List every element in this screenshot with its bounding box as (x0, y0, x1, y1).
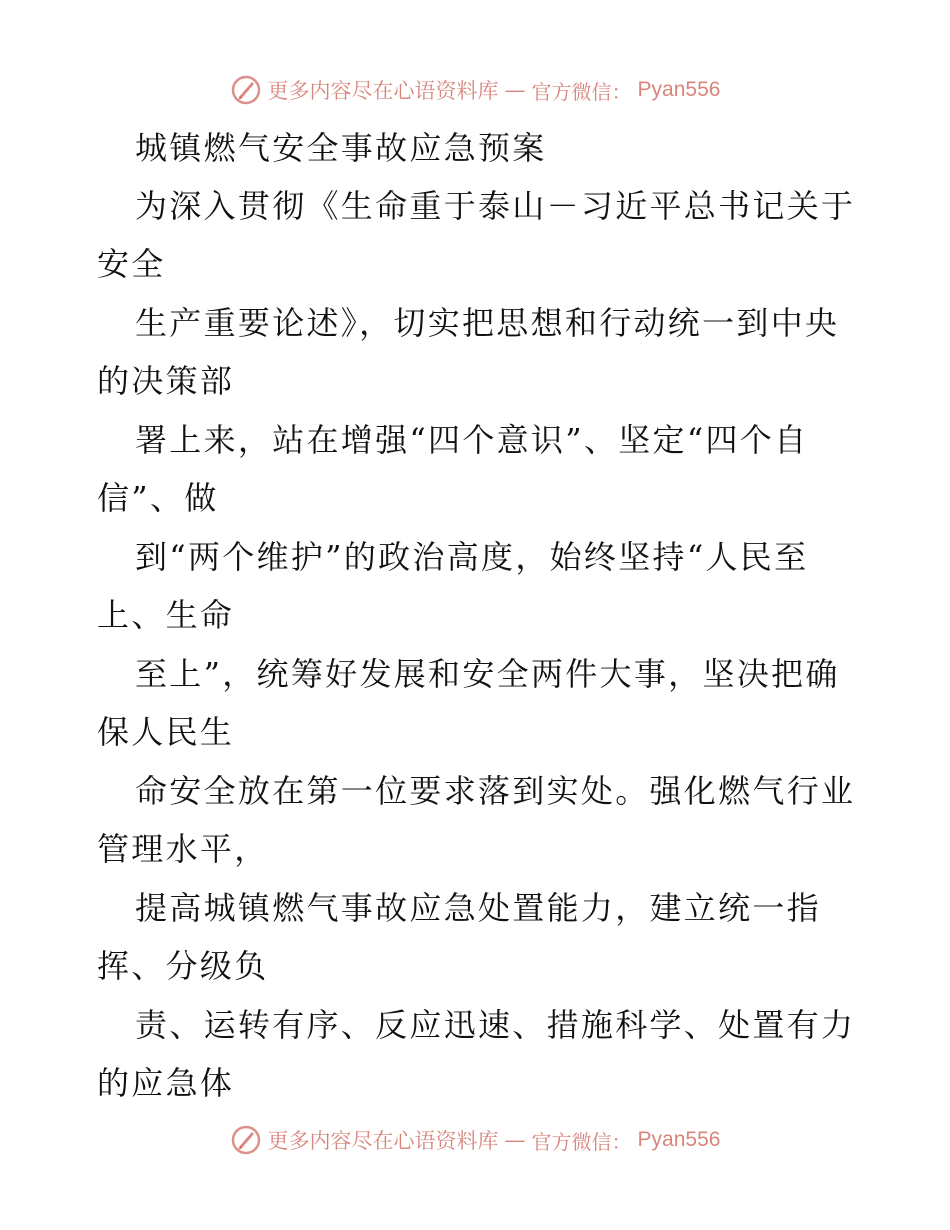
paragraph-line: 挥、分级负 (97, 947, 269, 985)
footer-watermark (0, 1123, 950, 1157)
paragraph-line: 安全 (97, 245, 166, 283)
watermark-account: Pyan556 (637, 1128, 721, 1151)
paragraph-line: 管理水平， (97, 830, 269, 868)
paragraph-line: 信”、做 (97, 479, 219, 517)
header-watermark (0, 73, 950, 107)
quill-logo-icon (230, 1124, 262, 1156)
watermark-sub-text: 官方微信： (531, 1129, 632, 1154)
watermark-account: Pyan556 (637, 78, 721, 101)
paragraph-line: 生产重要论述》，切实把思想和行动统一到中央 (135, 304, 840, 342)
paragraph-line: 为深入贯彻《生命重于泰山－习近平总书记关于 (135, 187, 856, 225)
watermark-main-text: 更多内容尽在心语资料库 (267, 1129, 499, 1153)
paragraph-line: 上、生命 (97, 596, 235, 634)
watermark-separator: — (504, 1128, 526, 1152)
watermark-sub-text: 官方微信： (531, 79, 632, 104)
paragraph-line: 命安全放在第一位要求落到实处。强化燃气行业 (135, 772, 856, 810)
paragraph-line: 责、运转有序、反应迅速、措施科学、处置有力 (135, 1006, 856, 1044)
paragraph-line: 至上”，统筹好发展和安全两件大事，坚决把确 (135, 655, 840, 693)
paragraph-line: 的决策部 (97, 362, 235, 400)
document-title: 城镇燃气安全事故应急预案 (135, 129, 547, 167)
quill-logo-icon (230, 74, 262, 106)
paragraph-line: 保人民生 (97, 713, 235, 751)
paragraph-line: 提高城镇燃气事故应急处置能力，建立统一指 (135, 889, 822, 927)
paragraph-line: 署上来，站在增强“四个意识”、坚定“四个自 (135, 421, 809, 459)
paragraph-line: 到“两个维护”的政治高度，始终坚持“人民至 (135, 538, 809, 576)
watermark-main-text: 更多内容尽在心语资料库 (267, 79, 499, 103)
watermark-separator: — (504, 78, 526, 102)
paragraph-line: 的应急体 (97, 1064, 235, 1102)
